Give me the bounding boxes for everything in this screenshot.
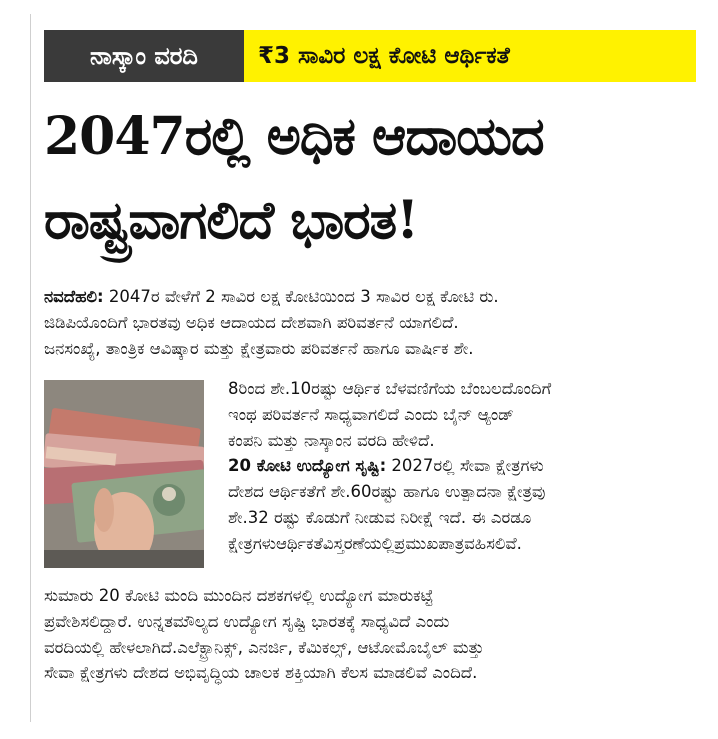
article-line: ಕಂಪನಿ ಮತ್ತು ನಾಸ್ಕಾಂನ ವರದಿ ಹೇಳಿದೆ. <box>228 430 435 450</box>
currency-notes-icon <box>44 380 204 568</box>
article-line: ಜಿಡಿಪಿಯೊಂದಿಗೆ ಭಾರತವು ಅಧಿಕ ಆದಾಯದ ದೇಶವಾಗಿ ಪರಿವರ್ತನೆ ಯಾಗಲಿದೆ. <box>44 312 459 332</box>
article-line: ನವದೆಹಲಿ: 2047ರ ವೇಳೆಗೆ 2 ಸಾವಿರ ಲಕ್ಷ ಕೋಟಿಯಿಂದ 3 ಸಾವಿರ ಲಕ್ಷ ಕೋಟಿ ರು. <box>44 287 499 306</box>
article-line: ಸುಮಾರು 20 ಕೋಟಿ ಮಂದಿ ಮುಂದಿನ ದಶಕಗಳಲ್ಲಿ ಉದ್ಯೋಗ ಮಾರುಕಟ್ಟೆ <box>44 586 434 605</box>
sub-kicker: ₹3 ಸಾವಿರ ಲಕ್ಷ ಕೋಟಿ ಆರ್ಥಿಕತೆ <box>244 30 696 82</box>
article-para-2-full <box>44 583 694 686</box>
article-line: ಶೇ.32 ರಷ್ಟು ಕೊಡುಗೆ ನೀಡುವ ನಿರೀಕ್ಷೆ ಇದೆ. ಈ ಎರಡೂ <box>228 507 532 527</box>
headline <box>44 95 704 263</box>
article-line: ಕ್ಷೇತ್ರಗಳುಆರ್ಥಿಕತೆವಿಸ್ತರಣೆಯಲ್ಲಿಪ್ರಮುಖಪಾತ್ರವಹಿಸಲಿವೆ. <box>228 533 522 553</box>
article-line: ದೇಶದ ಆರ್ಥಿಕತೆಗೆ ಶೇ.60ರಷ್ಟು ಹಾಗೂ ಉತ್ಪಾದನಾ ಕ್ಷೇತ್ರವು <box>228 482 546 502</box>
article-para-1-narrow <box>228 376 694 557</box>
article-line: ಜನಸಂಖ್ಯೆ, ತಾಂತ್ರಿಕ ಆವಿಷ್ಕಾರ ಮತ್ತು ಕ್ಷೇತ್ರವಾರು ಪರಿವರ್ತನೆ ಹಾಗೂ ವಾರ್ಷಿಕ ಶೇ. <box>44 338 474 358</box>
article-line: ವರದಿಯಲ್ಲಿ ಹೇಳಲಾಗಿದೆ.ಎಲೆಕ್ಟ್ರಾನಿಕ್ಸ್, ಎನರ್ಜಿ, ಕೆಮಿಕಲ್ಸ್, ಆಟೋಮೊಬೈಲ್ ಮತ್ತು <box>44 637 484 657</box>
subheading: 20 ಕೋಟಿ ಉದ್ಯೋಗ ಸೃಷ್ಟಿ: <box>228 456 387 476</box>
section-kicker: ನಾಸ್ಕಾಂ ವರದಿ <box>44 30 244 82</box>
article-line: 8ರಿಂದ ಶೇ.10ರಷ್ಟು ಆರ್ಥಿಕ ಬೆಳವಣಿಗೆಯ ಬೆಂಬಲದೊಂದಿಗೆ <box>228 379 552 398</box>
article-para-1-full <box>44 284 694 361</box>
headline-line-1: 2047ರಲ್ಲಿ ಅಧಿಕ ಆದಾಯದ <box>44 106 544 167</box>
article-line: ಪ್ರವೇಶಿಸಲಿದ್ದಾರೆ. ಉನ್ನತಮೌಲ್ಯದ ಉದ್ಯೋಗ ಸೃಷ್ಟಿ ಭಾರತಕ್ಕೆ ಸಾಧ್ಯವಿದೆ ಎಂದು <box>44 611 450 631</box>
dateline: ನವದೆಹಲಿ: <box>44 287 104 306</box>
article-header-bar <box>44 30 696 82</box>
article-line: ಇಂಥ ಪರಿವರ್ತನೆ ಸಾಧ್ಯವಾಗಲಿದೆ ಎಂದು ಬೈನ್ ಆ್ಯಂಡ್ <box>228 404 514 424</box>
article-line: ಸೇವಾ ಕ್ಷೇತ್ರಗಳು ದೇಶದ ಅಭಿವೃದ್ಧಿಯ ಚಾಲಕ ಶಕ್ತಿಯಾಗಿ ಕೆಲಸ ಮಾಡಲಿವೆ ಎಂದಿದೆ. <box>44 663 478 683</box>
article-line: 20 ಕೋಟಿ ಉದ್ಯೋಗ ಸೃಷ್ಟಿ: 2027ರಲ್ಲಿ ಸೇವಾ ಕ್ಷೇತ್ರಗಳು <box>228 456 544 476</box>
headline-line-2: ರಾಷ್ಟ್ರವಾಗಲಿದೆ ಭಾರತ! <box>44 190 419 251</box>
currency-notes-photo <box>44 380 204 568</box>
